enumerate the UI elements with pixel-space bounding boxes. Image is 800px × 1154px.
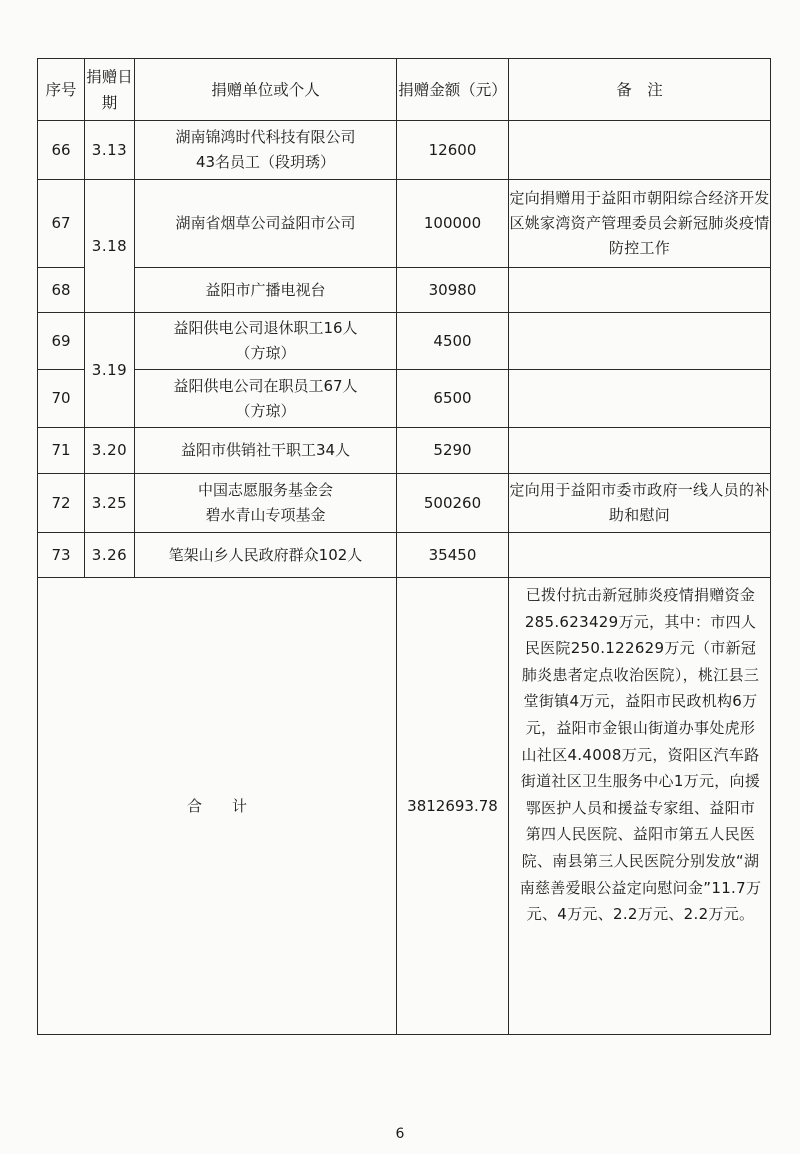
cell-seq: 72	[38, 474, 85, 533]
cell-remark	[509, 370, 771, 428]
header-row	[38, 59, 771, 121]
donor-line: 湖南锦鸿时代科技有限公司	[175, 128, 356, 146]
cell-amount: 500260	[397, 474, 509, 533]
donor-line: 益阳供电公司退休职工16人	[173, 319, 358, 337]
table-row	[38, 268, 771, 313]
cell-date: 3.18	[85, 180, 135, 313]
cell-amount: 12600	[397, 121, 509, 180]
cell-seq: 66	[38, 121, 85, 180]
table-row	[38, 474, 771, 533]
cell-amount: 35450	[397, 533, 509, 578]
cell-date: 3.26	[85, 533, 135, 578]
cell-donor	[135, 313, 397, 370]
total-amount: 3812693.78	[397, 578, 509, 1035]
donation-table	[37, 58, 771, 1035]
cell-seq: 69	[38, 313, 85, 370]
donor-line: （方琼）	[235, 344, 296, 362]
cell-date: 3.13	[85, 121, 135, 180]
header-remark: 备 注	[509, 59, 771, 121]
cell-remark	[509, 533, 771, 578]
donor-line: 湖南省烟草公司益阳市公司	[175, 214, 356, 232]
total-label: 合计	[186, 796, 277, 815]
cell-seq: 68	[38, 268, 85, 313]
donor-line: 笔架山乡人民政府群众102人	[168, 545, 363, 564]
header-date: 捐赠日期	[85, 59, 135, 121]
table-row	[38, 180, 771, 268]
cell-donor	[135, 474, 397, 533]
cell-seq: 73	[38, 533, 85, 578]
cell-amount: 5290	[397, 428, 509, 474]
cell-seq: 67	[38, 180, 85, 268]
header-amount: 捐赠金额（元）	[397, 59, 509, 121]
donor-line: 益阳供电公司在职员工67人	[173, 376, 358, 395]
donor-line: 益阳市广播电视台	[205, 280, 326, 299]
cell-date: 3.19	[85, 313, 135, 428]
donor-line: 碧水青山专项基金	[205, 506, 326, 524]
total-row	[38, 578, 771, 1035]
cell-remark: 定向捐赠用于益阳市朝阳综合经济开发区姚家湾资产管理委员会新冠肺炎疫情防控工作	[509, 180, 771, 268]
cell-donor	[135, 533, 397, 578]
cell-amount: 30980	[397, 268, 509, 313]
cell-amount: 6500	[397, 370, 509, 428]
header-seq: 序号	[38, 59, 85, 121]
cell-remark: 定向用于益阳市委市政府一线人员的补助和慰问	[509, 474, 771, 533]
cell-date: 3.20	[85, 428, 135, 474]
donor-line: 中国志愿服务基金会	[197, 481, 333, 499]
table-row	[38, 428, 771, 474]
cell-remark	[509, 313, 771, 370]
table-row	[38, 313, 771, 370]
table-row	[38, 121, 771, 180]
donor-line: 益阳市供销社干职工34人	[180, 441, 351, 459]
cell-donor	[135, 121, 397, 180]
total-label-cell	[38, 578, 397, 1035]
cell-donor	[135, 180, 397, 268]
cell-donor	[135, 428, 397, 474]
cell-seq: 70	[38, 370, 85, 428]
table-row	[38, 533, 771, 578]
donor-line: 43名员工（段玥琇）	[195, 153, 336, 171]
header-donor: 捐赠单位或个人	[135, 59, 397, 121]
total-remark: 已拨付抗击新冠肺炎疫情捐赠资金285.623429万元，其中：市四人民医院250.122629万元（市新冠肺炎患者定点收治医院），桃江县三堂街镇4万元，益阳市民政机构6万元，益阳市金银山街道办事处虎形山社区4.4008万元，资阳区汽车路街道社区卫生服务中心1万元，向援鄂医护人员和援益专家组、益阳市第四人民医院、益阳市第五人民医院、南县第三人民医院分别发放“湖南慈善爱眼公益定向慰问金”11.7万元、4万元、2.2万元、2.2万元。	[509, 578, 771, 1035]
cell-donor	[135, 370, 397, 428]
donor-line: （方琼）	[235, 401, 296, 420]
cell-donor	[135, 268, 397, 313]
cell-amount: 4500	[397, 313, 509, 370]
cell-remark	[509, 428, 771, 474]
cell-seq: 71	[38, 428, 85, 474]
page-number: 6	[395, 1126, 405, 1142]
cell-amount: 100000	[397, 180, 509, 268]
cell-remark	[509, 268, 771, 313]
cell-remark	[509, 121, 771, 180]
table-row	[38, 370, 771, 428]
cell-date: 3.25	[85, 474, 135, 533]
